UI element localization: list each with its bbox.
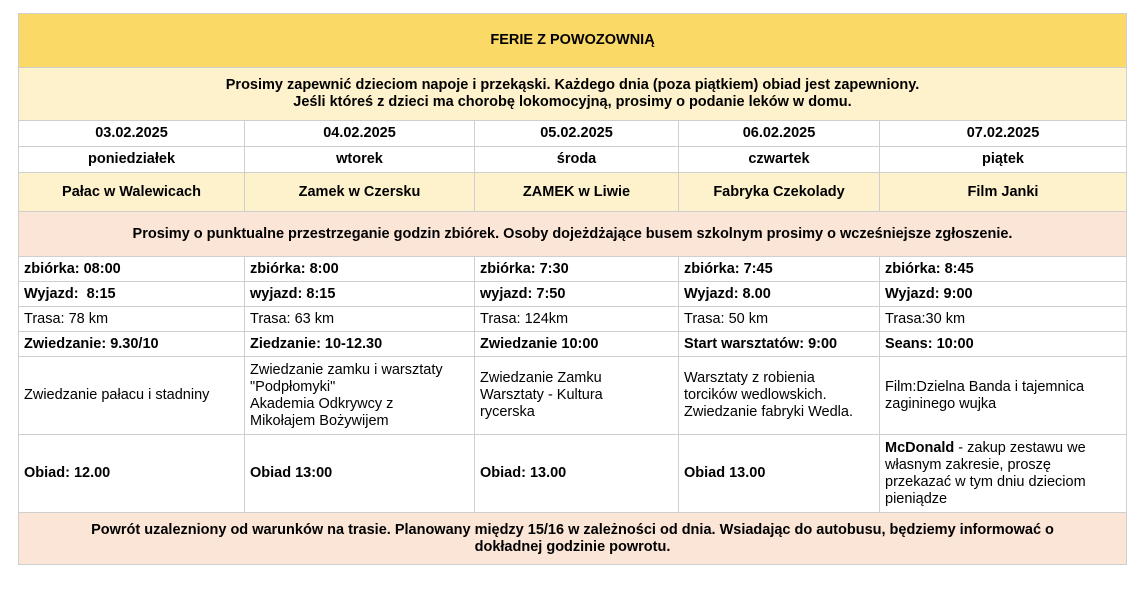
weekday-cell: wtorek: [245, 147, 475, 173]
program-line: Zwiedzanie zamku i warsztaty: [250, 361, 443, 378]
return-notice-line1: Powrót uzalezniony od warunków na trasie. Planowany między 15/16 w zależności od dnia. Wsiadając do autobusu, będziemy informować o: [91, 521, 1054, 538]
schedule-title: FERIE Z POWOZOWNIĄ: [19, 14, 1127, 68]
date-cell: 06.02.2025: [679, 121, 880, 147]
destination-cell: ZAMEK w Liwie: [475, 173, 679, 212]
program-line: Warsztaty - Kultura: [480, 387, 603, 403]
destination-cell: Zamek w Czersku: [245, 173, 475, 212]
program-description-cell: [679, 357, 880, 435]
departure-time-cell: wyjazd: 7:50: [475, 282, 679, 307]
date-cell: 05.02.2025: [475, 121, 679, 147]
program-description-cell: [880, 357, 1127, 435]
program-description-cell: [19, 357, 245, 435]
program-line: zagininego wujka: [885, 395, 997, 412]
lunch-note: - zakup zestawu we własnym zakresie, proszę przekazać w tym dniu dzieciom pieniądze: [885, 439, 1086, 507]
gathering-time-cell: zbiórka: 8:45: [880, 257, 1127, 282]
lunch-cell: Obiad 13:00: [245, 435, 475, 513]
lunch-cell: Obiad: 13.00: [475, 435, 679, 513]
visit-time-cell: Ziedzanie: 10-12.30: [245, 332, 475, 357]
notice-top-line2: Jeśli któreś z dzieci ma chorobę lokomocyjną, prosimy o podanie leków w domu.: [293, 94, 852, 110]
lunch-venue: McDonald: [885, 439, 955, 456]
departure-time-cell: Wyjazd: 8.00: [679, 282, 880, 307]
lunch-cell: [880, 435, 1127, 513]
visit-time-cell: Start warsztatów: 9:00: [679, 332, 880, 357]
program-line: Warsztaty z robienia: [684, 370, 815, 386]
route-distance-cell: Trasa:30 km: [880, 307, 1127, 332]
visit-time-cell: Zwiedzanie: 9.30/10: [19, 332, 245, 357]
gathering-time-cell: zbiórka: 7:30: [475, 257, 679, 282]
date-cell: 03.02.2025: [19, 121, 245, 147]
gathering-time-cell: zbiórka: 8:00: [245, 257, 475, 282]
program-line: Zwiedzanie Zamku: [480, 370, 602, 386]
weekday-cell: czwartek: [679, 147, 880, 173]
visit-time-cell: Zwiedzanie 10:00: [475, 332, 679, 357]
program-line: Zwiedzanie pałacu i stadniny: [24, 387, 210, 403]
program-line: torcików wedlowskich.: [684, 387, 827, 403]
weekday-cell: piątek: [880, 147, 1127, 173]
program-line: Akademia Odkrywcy z: [250, 395, 394, 412]
program-line: Zwiedzanie fabryki Wedla.: [684, 404, 853, 420]
program-description-cell: [245, 357, 475, 435]
program-line: "Podpłomyki": [250, 378, 336, 395]
route-distance-cell: Trasa: 63 km: [245, 307, 475, 332]
lunch-cell: Obiad 13.00: [679, 435, 880, 513]
route-distance-cell: Trasa: 124km: [475, 307, 679, 332]
destination-cell: Pałac w Walewicach: [19, 173, 245, 212]
destination-cell: Film Janki: [880, 173, 1127, 212]
notice-punctuality: Prosimy o punktualne przestrzeganie godzin zbiórek. Osoby dojeżdżające busem szkolnym prosimy o wcześniejsze zgłoszenie.: [19, 212, 1127, 257]
gathering-time-cell: zbiórka: 08:00: [19, 257, 245, 282]
program-line: Mikołajem Bożywijem: [250, 412, 389, 429]
program-line: Film:Dzielna Banda i tajemnica: [885, 378, 1085, 395]
destination-cell: Fabryka Czekolady: [679, 173, 880, 212]
program-line: rycerska: [480, 404, 535, 420]
lunch-cell: Obiad: 12.00: [19, 435, 245, 513]
departure-time-cell: Wyjazd: 8:15: [19, 282, 245, 307]
route-distance-cell: Trasa: 50 km: [679, 307, 880, 332]
visit-time-cell: Seans: 10:00: [880, 332, 1127, 357]
schedule-table: [18, 13, 1127, 565]
gathering-time-cell: zbiórka: 7:45: [679, 257, 880, 282]
return-notice-line2: dokładnej godzinie powrotu.: [474, 538, 671, 555]
weekday-cell: środa: [475, 147, 679, 173]
notice-top-line1: Prosimy zapewnić dzieciom napoje i przekąski. Każdego dnia (poza piątkiem) obiad jest zapewniony.: [225, 77, 920, 93]
program-description-cell: [475, 357, 679, 435]
date-cell: 07.02.2025: [880, 121, 1127, 147]
return-notice: [19, 513, 1127, 565]
departure-time-cell: Wyjazd: 9:00: [880, 282, 1127, 307]
weekday-cell: poniedziałek: [19, 147, 245, 173]
date-cell: 04.02.2025: [245, 121, 475, 147]
departure-time-cell: wyjazd: 8:15: [245, 282, 475, 307]
route-distance-cell: Trasa: 78 km: [19, 307, 245, 332]
notice-top: [19, 68, 1127, 121]
